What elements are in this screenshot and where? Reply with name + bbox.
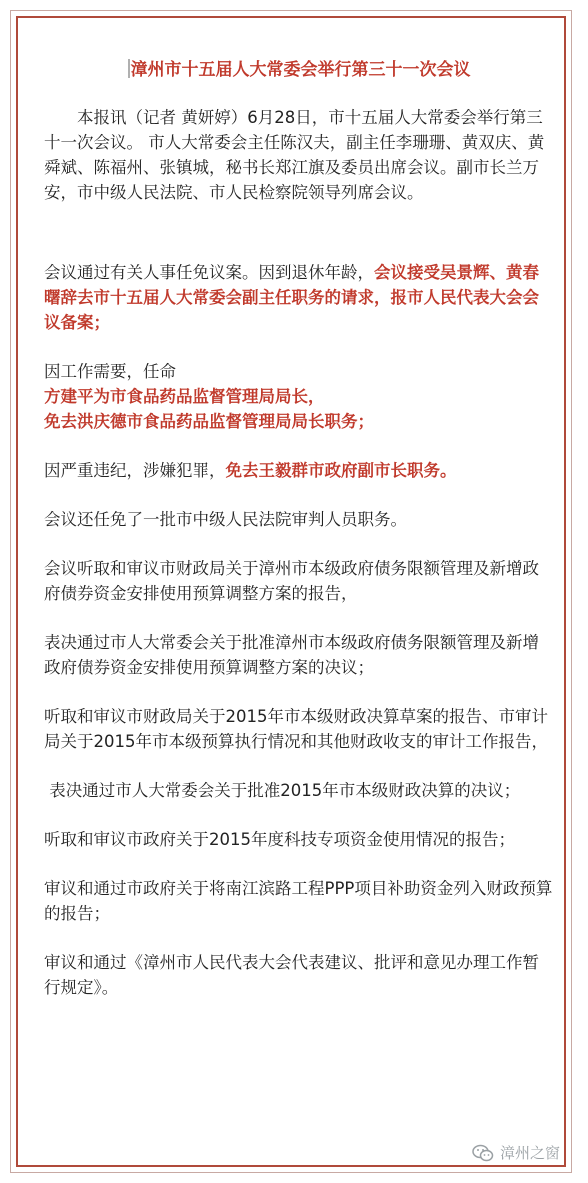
paragraph-6: 表决通过市人大常委会关于批准漳州市本级政府债务限额管理及新增政府债券资金安排使用预算调整方案的决议； xyxy=(44,633,539,677)
cursor-bar xyxy=(128,59,130,78)
highlight-text: 免去王毅群市政府副市长职务。 xyxy=(225,461,457,480)
paragraph-10: 审议和通过市政府关于将南江滨路工程PPP项目补助资金列入财政预算的报告； xyxy=(44,879,553,923)
wechat-icon xyxy=(472,1144,494,1162)
paragraph-11: 审议和通过《漳州市人民代表大会代表建议、批评和意见办理工作暂行规定》。 xyxy=(44,953,539,997)
highlight-text: 方建平为市食品药品监督管理局局长， xyxy=(44,387,325,406)
article-title: 漳州市十五届人大常委会举行第三十一次会议 xyxy=(44,56,554,84)
paragraph-4: 会议还任免了一批市中级人民法院审判人员职务。 xyxy=(44,510,407,529)
watermark xyxy=(472,1142,560,1163)
appointment-paragraph-1: 会议通过有关人事任免议案。因到退休年龄，会议接受吴景辉、黄春曙辞去市十五届人大常委会副主任职务的请求，报市人民代表大会会议备案； xyxy=(44,263,539,332)
paragraph-9: 听取和审议市政府关于2015年度科技专项资金使用情况的报告； xyxy=(44,830,515,849)
paragraph-5: 会议听取和审议市财政局关于漳州市本级政府债务限额管理及新增政府债券资金安排使用预算调整方案的报告， xyxy=(44,559,539,603)
appointment-paragraph-3: 因严重违纪，涉嫌犯罪，免去王毅群市政府副市长职务。 xyxy=(44,461,457,480)
paragraph-7: 听取和审议市财政局关于2015年市本级财政决算草案的报告、市审计局关于2015年市本级预算执行情况和其他财政收支的审计工作报告， xyxy=(44,707,548,751)
lede-paragraph: 本报讯（记者 黄妍婷）6月28日，市十五届人大常委会举行第三十一次会议。 市人大常委会主任陈汉夫，副主任李珊珊、黄双庆、黄舜斌、陈福州、张镇城，秘书长郑江旗及委员出席会议。副市长兰万安，市中级人民法院、市人民检察院领导列席会议。 xyxy=(44,108,545,202)
highlight-text: 会议接受吴景辉、黄春曙辞去市十五届人大常委会副主任职务的请求，报市人民代表大会会议备案； xyxy=(44,263,539,332)
paragraph-8: 表决通过市人大常委会关于批准2015年市本级财政决算的决议； xyxy=(44,781,521,800)
article-body xyxy=(44,56,554,1024)
appointment-paragraph-2: 因工作需要，任命 方建平为市食品药品监督管理局局长， 免去洪庆德市食品药品监督管理局局长职务； xyxy=(44,359,554,434)
highlight-text: 免去洪庆德市食品药品监督管理局局长职务； xyxy=(44,412,374,431)
watermark-text: 漳州之窗 xyxy=(499,1144,560,1162)
